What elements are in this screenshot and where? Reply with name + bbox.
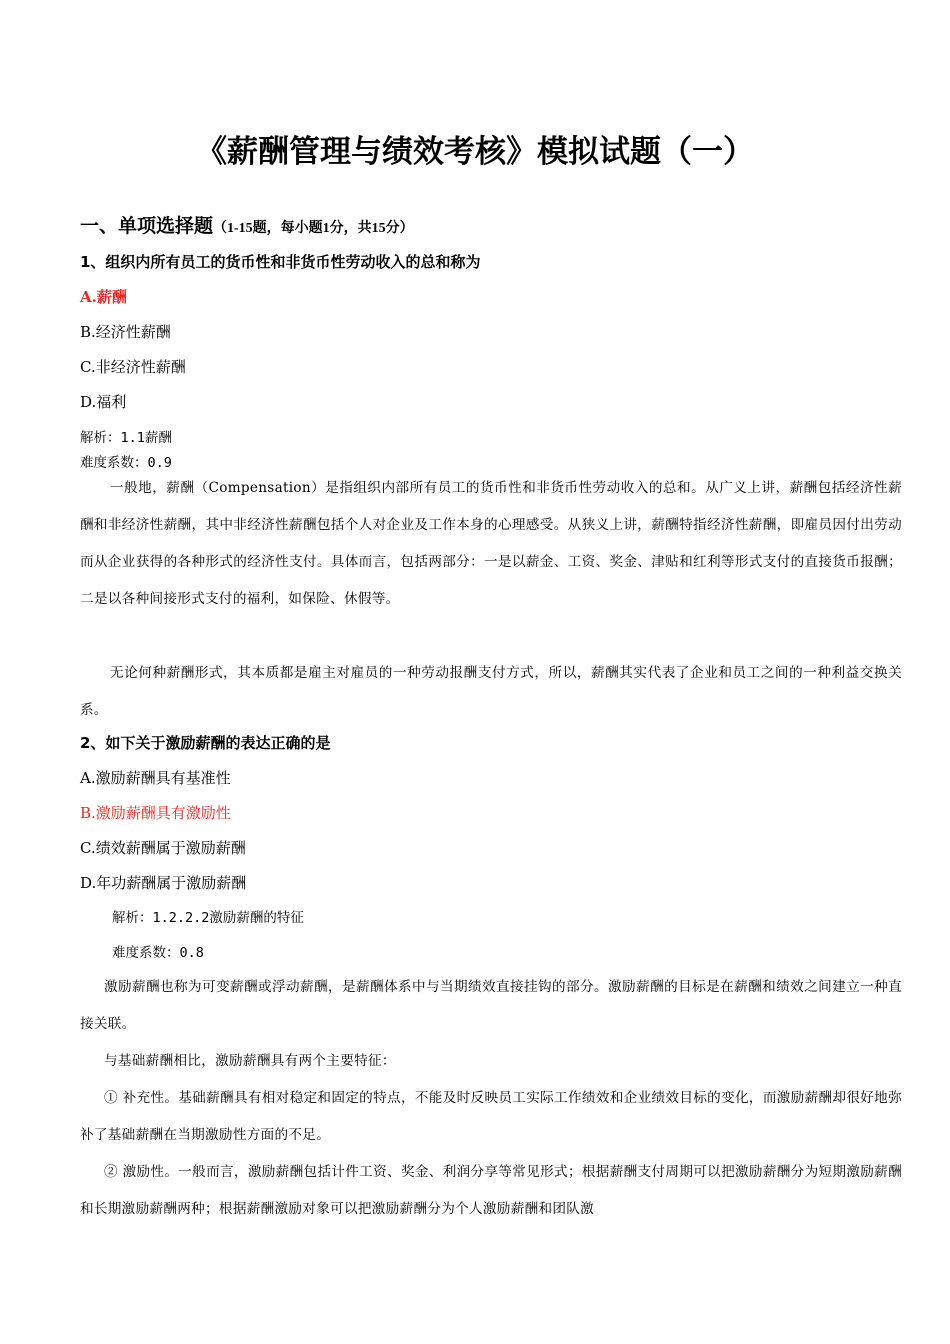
document-title: 《薪酬管理与绩效考核》模拟试题（一） bbox=[196, 134, 754, 170]
question-2-option-d: D.年功薪酬属于激励薪酬 bbox=[80, 874, 247, 892]
question-2-explanation-4: ② 激励性。一般而言，激励薪酬包括计件工资、奖金、利润分享等常见形式；根据薪酬支付周期可以把激励薪酬分为短期激励薪酬和长期激励薪酬两种；根据薪酬激励对象可以把激励薪酬分为个人激励薪酬和团队激 bbox=[80, 1164, 902, 1217]
question-2-explanation-2: 与基础薪酬相比，激励薪酬具有两个主要特征： bbox=[104, 1053, 396, 1069]
question-1-analysis: 解析：1.1薪酬 bbox=[80, 430, 172, 446]
question-2-analysis: 解析：1.2.2.2激励薪酬的特征 bbox=[112, 910, 304, 926]
question-1-explanation-2: 无论何种薪酬形式，其本质都是雇主对雇员的一种劳动报酬支付方式，所以，薪酬其实代表了企业和员工之间的一种利益交换关系。 bbox=[80, 665, 902, 718]
question-2-explanation-1: 激励薪酬也称为可变薪酬或浮动薪酬，是薪酬体系中与当期绩效直接挂钩的部分。激励薪酬的目标是在薪酬和绩效之间建立一种直接关联。 bbox=[80, 979, 902, 1032]
question-1-option-d: D.福利 bbox=[80, 393, 127, 411]
section-heading bbox=[80, 212, 414, 243]
question-2-difficulty: 难度系数：0.8 bbox=[112, 945, 204, 961]
question-2-stem: 2、如下关于激励薪酬的表达正确的是 bbox=[80, 734, 331, 752]
question-2-option-b: B.激励薪酬具有激励性 bbox=[80, 804, 231, 822]
section-note: （1-15题，每小题1分，共15分） bbox=[213, 221, 414, 236]
question-1-option-b: B.经济性薪酬 bbox=[80, 323, 171, 341]
question-1-difficulty: 难度系数：0.9 bbox=[80, 455, 172, 471]
section-heading-text: 一、单项选择题 bbox=[80, 215, 214, 237]
question-1-option-c: C.非经济性薪酬 bbox=[80, 358, 186, 376]
question-1-explanation-1: 一般地，薪酬（Compensation）是指组织内部所有员工的货币性和非货币性劳动收入的总和。从广义上讲，薪酬包括经济性薪酬和非经济性薪酬，其中非经济性薪酬包括个人对企业及工作本身的心理感受。从狭义上讲，薪酬特指经济性薪酬，即雇员因付出劳动而从企业获得的各种形式的经济性支付。具体而言，包括两部分：一是以薪金、工资、奖金、津贴和红利等形式支付的直接货币报酬；二是以各种间接形式支付的福利，如保险、休假等。 bbox=[80, 480, 902, 607]
question-1-stem: 1、组织内所有员工的货币性和非货币性劳动收入的总和称为 bbox=[80, 253, 481, 271]
question-2-option-a: A.激励薪酬具有基准性 bbox=[80, 769, 231, 787]
question-2-explanation-3: ① 补充性。基础薪酬具有相对稳定和固定的特点，不能及时反映员工实际工作绩效和企业绩效目标的变化，而激励薪酬却很好地弥补了基础薪酬在当期激励性方面的不足。 bbox=[80, 1090, 902, 1143]
question-2-option-c: C.绩效薪酬属于激励薪酬 bbox=[80, 839, 246, 857]
question-1-option-a: A.薪酬 bbox=[80, 288, 127, 306]
